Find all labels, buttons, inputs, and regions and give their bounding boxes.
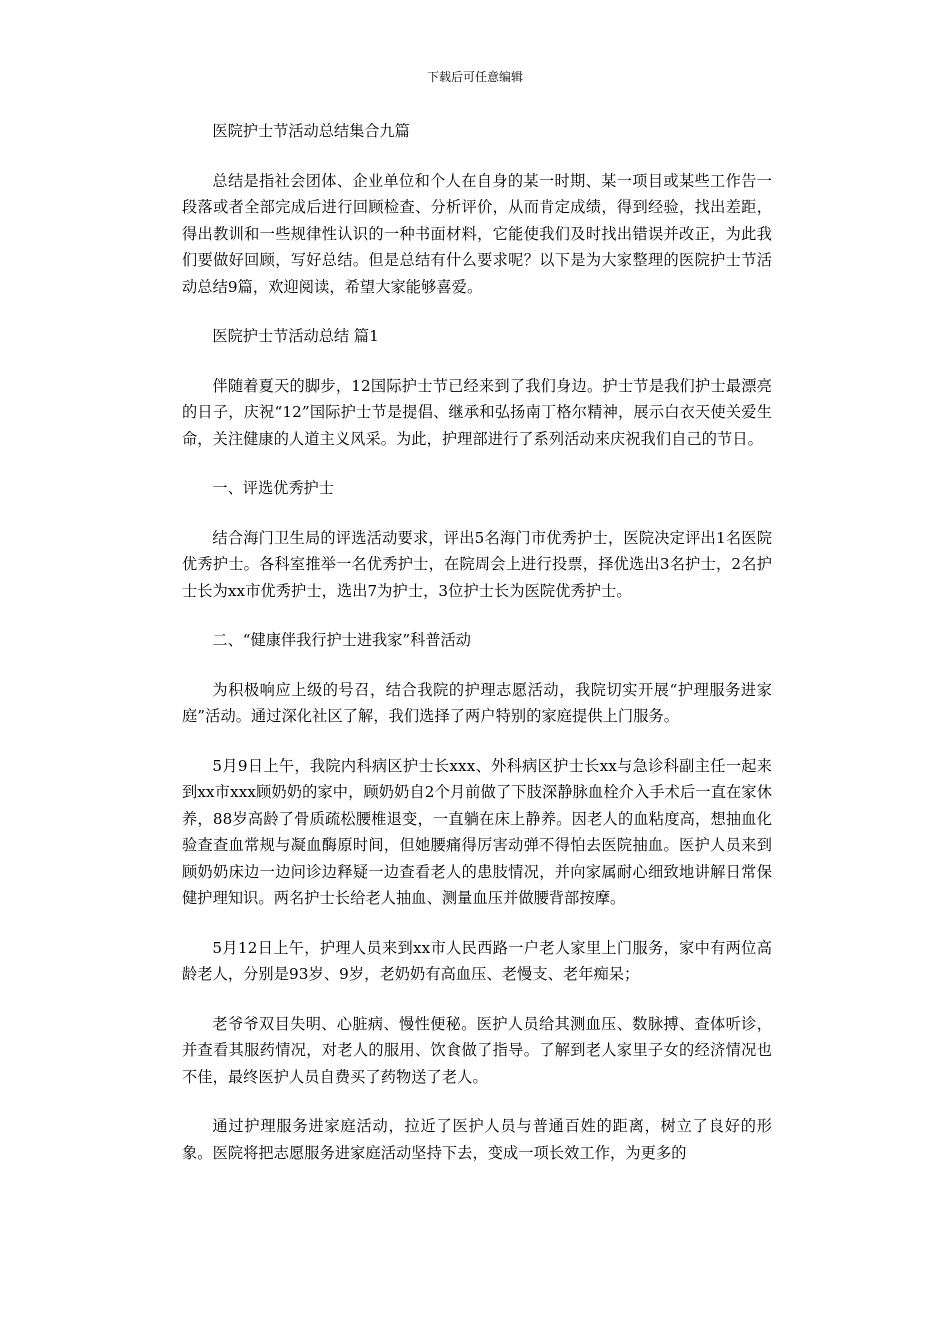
paragraph: 老爷爷双目失明、心脏病、慢性便秘。医护人员给其测血压、数脉搏、查体听诊，并查看其服药情况，对老人的服用、饮食做了指导。了解到老人家里子女的经济情况也不佳，最终医护人员自费买了药物送了老人。 xyxy=(182,1014,772,1086)
paragraph: 为积极响应上级的号召，结合我院的护理志愿活动，我院切实开展“护理服务进家庭”活动。通过深化社区了解，我们选择了两户特别的家庭提供上门服务。 xyxy=(182,680,772,725)
header-note: 下载后可任意编辑 xyxy=(426,70,523,84)
paragraph: 通过护理服务进家庭活动，拉近了医护人员与普通百姓的距离，树立了良好的形象。医院将把志愿服务进家庭活动坚持下去，变成一项长效工作，为更多的 xyxy=(182,1117,772,1162)
document-title: 医院护士节活动总结集合九篇 xyxy=(212,122,410,140)
intro-paragraph: 总结是指社会团体、企业单位和个人在自身的某一时期、某一项目或某些工作告一段落或者全部完成后进行回顾检查、分析评价，从而肯定成绩，得到经验，找出差距，得出教训和一些规律性认识的一种书面材料，它能使我们及时找出错误并改正，为此我们要做好回顾，写好总结。但是总结有什么要求呢？以下是为大家整理的医院护士节活动总结9篇，欢迎阅读，希望大家能够喜爱。 xyxy=(182,171,772,296)
paragraph: 5月9日上午，我院内科病区护士长xxx、外科病区护士长xx与急诊科副主任一起来到xx市xxx顾奶奶的家中，顾奶奶自2个月前做了下肢深静脉血栓介入手术后一直在家休养，88岁高龄了骨质疏松腰椎退变，一直躺在床上静养。因老人的血粘度高，想抽血化验查查血常规与凝血酶原时间，但她腰痛得厉害动弹不得怕去医院抽血。医护人员来到顾奶奶床边一边问诊边释疑一边查看老人的患肢情况，并向家属耐心细致地讲解日常保健护理知识。两名护士长给老人抽血、测量血压并做腰背部按摩。 xyxy=(182,756,772,907)
paragraph: 伴随着夏天的脚步，12国际护士节已经来到了我们身边。护士节是我们护士最漂亮的日子，庆祝“12”国际护士节是提倡、继承和弘扬南丁格尔精神，展示白衣天使关爱生命，关注健康的人道主义风采。为此，护理部进行了系列活动来庆祝我们自己的节日。 xyxy=(182,376,772,448)
document-body xyxy=(182,118,772,1189)
subheading: 一、评选优秀护士 xyxy=(212,479,334,497)
paragraph: 5月12日上午，护理人员来到xx市人民西路一户老人家里上门服务，家中有两位高龄老人，分别是93岁、9岁，老奶奶有高血压、老慢支、老年痴呆； xyxy=(182,938,772,983)
paragraph: 结合海门卫生局的评选活动要求，评出5名海门市优秀护士，医院决定评出1名医院优秀护士。各科室推举一名优秀护士，在院周会上进行投票，择优选出3名护士，2名护士长为xx市优秀护士，选出7为护士，3位护士长为医院优秀护士。 xyxy=(182,528,772,600)
subheading: 二、“健康伴我行护士进我家”科普活动 xyxy=(212,631,471,649)
section-title: 医院护士节活动总结 篇1 xyxy=(212,327,379,345)
